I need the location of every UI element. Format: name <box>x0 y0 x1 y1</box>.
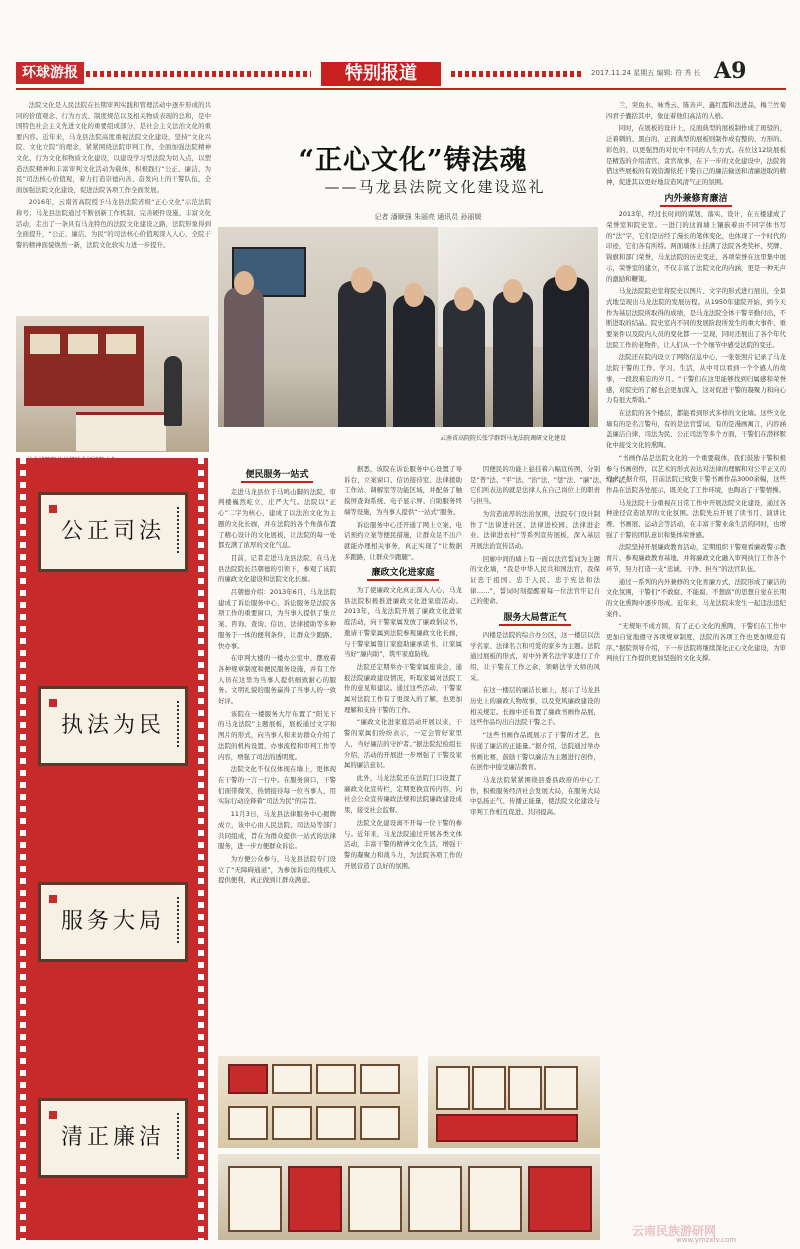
photo-frame <box>272 1106 312 1140</box>
right-section-heading <box>606 194 786 205</box>
main-photo-caption: 云南省高院院长张学群到马龙法院调研文化建设 <box>440 435 567 442</box>
right-paragraph: 法院坚持开展廉政教育活动，定期组织干警观看廉政警示教育片、参观廉政教育基地，并将廉政文化融入审判执行工作各个环节，努力打造一支“忠诚、干净、担当”的法官队伍。 <box>606 543 786 573</box>
calligraphy-scroll <box>38 686 188 766</box>
header-decoration-left <box>86 71 311 77</box>
right-column <box>606 100 786 666</box>
intro-paragraph: 法院文化是人民法院在长期审判实践和管理活动中逐步形成的共同的价值观念、行为方式、制度规范以及相关物质表现的总和，是中国特色社会主义先进文化的重要组成部分，是社会主义法治文化的重要内容。近年来，马龙县法院高度重视法院文化建设，坚持“文化兴院、文化立院”的理念，紧紧围绕法院审判工作，全面加强法院精神文化、行为文化和物质文化建设，以建设学习型法院为切入点，以塑造法院精神和丰富审判文化活动为载体，积极践行“公正、廉洁、为民”司法核心价值观，着力打造崇德向善、奋发向上的干警队伍，全面加强法院文化建设，促进法院各项工作全面发展。 <box>16 101 211 194</box>
body-column-a <box>218 464 336 888</box>
photo-frame <box>316 1106 356 1140</box>
photo-figure <box>338 281 386 427</box>
calligraphy-scroll <box>38 492 188 572</box>
gallery-photo <box>428 1056 600 1148</box>
header-decoration-right <box>451 71 581 77</box>
photo-panel <box>106 334 136 354</box>
body-paragraph: 为营造浓厚的法治氛围，法院专门设计制作了“法律进社区、法律进校园、法律进企业、法律进农村”等系列宣传展板，深入基层开展法治宣传活动。 <box>470 509 600 550</box>
right-section-title: 内外兼修育廉洁 <box>660 194 731 207</box>
photo-frame <box>272 1064 312 1094</box>
body-paragraph: 目前，记者走进马龙县法院，在马龙县法院院长吕朝德的引领下，参观了该院的廉政文化建设和法院文化长廊。 <box>218 553 336 584</box>
right-paragraph: 在法院的各个楼层，都能看到形式多样的文化墙。这些文化墙有的是名言警句，有的是法官誓词，有的是漫画寓言，内容涵盖廉洁自律、司法为民、公正司法等多个方面，干警们在潜移默化中接受文化的熏陶。 <box>606 408 786 450</box>
body-paragraph: “廉政文化进家庭活动开展以来，干警的家属们纷纷表示，一定会管好家里人，当好廉洁的守护者。”据法院纪检组长介绍，活动的开展进一步增强了干警及家属的廉洁意识。 <box>344 718 462 770</box>
photo-figure-head <box>351 267 373 293</box>
right-paragraph: 通过一系列的内外兼修的文化育廉方式，法院形成了廉洁的文化氛围，干警们“不敢腐、不能腐、不想腐”的思想自觉在长期的文化熏陶中逐步形成。近年来，马龙法院未发生一起违法违纪案件。 <box>606 577 786 618</box>
strip-border-left <box>20 458 26 1240</box>
article-byline: 记者 潘顺强 朱丽亮 通讯员 孙丽媛 <box>374 213 482 221</box>
right-paragraph: 同时，在展板的设计上，反面典型的展板制作成了斑驳的、泛着刺的、黑白的，正面典型的展板则制作成有整的、方形的、彩色的，以更强烈的对比中不同的人生方式。在位这12块展板是精选的介绍清官、贪官故事，在下一步的文化建设中，法院将借这些展板的有效资源依托干警自己的廉洁输送和清廉进取的精神，促进其以更好地营造风清气正的氛围。 <box>606 124 786 186</box>
calligraphy-text: 服务大局 <box>60 909 165 934</box>
calligraphy-scroll <box>38 882 188 962</box>
right-paragraph: “书画作品是法院文化的一个重要载体，我们鼓励干警积极参与书画创作，以艺术的形式表达对法律的理解和对公平正义的追求。”据介绍，目前法院已收集干警书画作品3000余幅，这些作品在法院各处展示，既美化了工作环境，也陶冶了干警情操。 <box>606 453 786 494</box>
right-paragraph: 马龙法院十分重视在日常工作中开展法院文化建设，通过各种途径营造浓厚的文化氛围。法院先后开展了读书月、演讲比赛、书画展、运动会等活动，在丰富干警业余生活的同时，也增强了干警的团队意识和集体荣誉感。 <box>606 498 786 539</box>
page-number: A9 <box>714 58 747 84</box>
calligraphy-text: 公正司法 <box>60 519 165 544</box>
photo-figure <box>443 299 485 427</box>
photo-figure-head <box>404 283 424 307</box>
photo-frame <box>360 1064 400 1094</box>
right-paragraph: “无规矩不成方圆，有了正心文化的熏陶，干警们在工作中更加自觉地遵守各项规章制度，法院的各项工作也更加规范有序。”据院领导介绍，下一步法院将继续深化正心文化建设，为审判执行工作提供更加坚强的文化支撑。 <box>606 622 786 663</box>
section-title: 廉政文化进家庭 <box>367 568 438 581</box>
photo-figure-head <box>234 271 254 295</box>
photo-frame <box>468 1166 522 1232</box>
photo-person <box>164 356 182 426</box>
body-paragraph: 法院还定期举办干警家属座谈会，通报法院廉政建设情况，听取家属对法院工作的意见和建议。通过这些活动，干警家属对法院工作有了更深入的了解，也更加理解和支持干警的工作。 <box>344 662 462 714</box>
body-paragraph: “这些书画作品既展示了干警的才艺，也传递了廉洁的正能量。”据介绍，法院通过举办书画比赛，鼓励干警以廉洁为主题进行创作，在创作中接受廉洁教育。 <box>470 731 600 772</box>
photo-frame <box>472 1066 506 1110</box>
photo-frame <box>228 1064 268 1094</box>
photo-frame <box>508 1066 542 1110</box>
photo-display-case <box>76 412 166 451</box>
seal-stamp <box>49 895 57 903</box>
section-heading <box>218 470 336 481</box>
calligraphy-scroll <box>38 1098 188 1178</box>
signature-mark <box>177 897 179 945</box>
header-rule <box>16 88 786 90</box>
calligraphy-strip <box>16 458 208 1240</box>
photo-frame <box>528 1166 592 1232</box>
site-watermark-url: www.ymzxlv.com <box>676 1236 737 1244</box>
photo-frame <box>228 1166 282 1232</box>
photo-frame <box>544 1066 578 1110</box>
article-subtitle: ——马龙县法院文化建设巡礼 <box>324 178 546 196</box>
section-heading <box>344 568 462 579</box>
body-paragraph: 吕朝德介绍：2013年6月，马龙法院建成了诉讼服务中心，诉讼服务是法院各项工作的重要窗口，为当事人提供了集立案、咨询、查询、信访、法律援助等多种服务于一体的便利条件，让群众少跑路、快办事。 <box>218 588 336 650</box>
photo-frame <box>288 1166 342 1232</box>
body-paragraph: 因便民的功能上悬挂着六幅宣传图，分别是“普”法、“平”法、“治”法、“惩”法、“廉”法、“育”法，它们所表达的就是法律人在自己岗位上的职责与担当。 <box>470 465 632 506</box>
photo-frame <box>436 1114 578 1142</box>
body-paragraph: 四楼是法院的综合办公区，这一楼层以法学名家、法律名言和可爱的家乡为主题。法院通过展板的形式，对中外著名法学家进行了介绍，让干警在工作之余，领略法学大师的风采。 <box>470 630 600 682</box>
body-paragraph: 诉讼服务中心还开通了网上立案、电话预约立案等便民措施，让群众足不出户就能办理相关事务，真正实现了“让数据多跑路，让群众少跑腿”。 <box>344 520 462 561</box>
article-title: “正心文化”铸法魂 <box>298 145 528 176</box>
site-watermark: 云南民族游研网 <box>632 1224 717 1238</box>
right-paragraph: 法院还在院内设立了网络信息中心，一张张照片记录了马龙法院干警的工作、学习、生活，从中可以看到一个个感人的故事，一段段难忘的岁月。“干警们在这里能够找到归属感和荣誉感，对院史的了解也会更加深入，这对促进干警的凝聚力和向心力有很大帮助。” <box>606 353 786 405</box>
section-center-label: 特别报道 <box>321 62 441 86</box>
photo-figure <box>393 295 435 427</box>
body-paragraph: 此外，马龙法院还在法院门口设置了廉政文化宣传栏，定期更换宣传内容，向社会公众宣传廉政法规和法院廉政建设成果，接受社会监督。 <box>344 773 462 815</box>
photo-panel <box>30 334 60 354</box>
calligraphy-text: 执法为民 <box>60 713 165 738</box>
body-paragraph: 马龙法院紧紧围绕县委县政府的中心工作，积极服务经济社会发展大局，在服务大局中弘扬正气、传播正能量，使法院文化建设与审判工作相互促进、共同提高。 <box>470 775 600 817</box>
right-paragraph: 2013年，经过长时间的谋划，落实、设计，在五楼建成了荣誉室和院史室。一进门的这面墙上镶嵌着由不同字体书写的“法”字，它们是历经了漫长的笔体变化，也体现了一个时代的印迹，它们各有所特。两面墙体上挂满了法院各类奖杯、奖牌、锦旗和部门荣誉，马龙法院的历史变迁、各项荣誉在这里集中展示，荣誉室的建立，不仅丰富了法院文化的内涵，更是一种无声的激励和鞭策。 <box>606 210 786 283</box>
photo-frame <box>360 1106 400 1140</box>
body-column-c <box>470 464 632 820</box>
section-heading <box>470 613 600 624</box>
right-paragraph: 兰、突鱼水、咏秀云、陈善声、鑫红霞和法进品，梅兰竹菊四君子囊括其中，象征着他们高洁的人格。 <box>606 101 786 120</box>
body-paragraph: 11月3日，马龙县法律服务中心揭牌成立，该中心由人民法院、司法局等部门共同组成，旨在为群众提供一站式的法律服务，进一步方便群众诉讼。 <box>218 810 336 851</box>
photo-figure <box>543 277 589 427</box>
body-paragraph: 据悉，该院在诉讼服务中心设置了导诉台、立案窗口、信访接待室、法律援助工作站、调解室等功能区域，并配备了触摸屏查询系统、电子显示屏、自助服务终端等设施，为当事人提供“一站式”服务。 <box>344 465 462 516</box>
body-paragraph: 在这一楼层的廉洁长廊上，展示了马龙县历史上的廉政人物故事，以及党风廉政建设的相关规定。长廊中还布置了廉政书画作品展，这些作品均出自法院干警之手。 <box>470 686 600 727</box>
intro-column <box>16 100 211 252</box>
main-photo <box>218 227 598 427</box>
gallery-photo <box>218 1154 600 1240</box>
intro-photo <box>16 316 209 452</box>
photo-figure <box>493 291 533 427</box>
photo-frame <box>436 1066 470 1110</box>
photo-figure-head <box>454 287 474 311</box>
photo-figure-head <box>503 279 523 303</box>
seal-stamp <box>49 699 57 707</box>
strip-border-right <box>198 458 204 1240</box>
photo-frame <box>316 1064 356 1094</box>
seal-stamp <box>49 1111 57 1119</box>
body-paragraph: 回廊中间的墙上有一面以法官誓词为主题的文化墙，“我是中华人民共和国法官，我保证忠于祖国、忠于人民、忠于宪法和法律……”，誓词时刻提醒着每一位法官牢记自己的使命。 <box>470 554 600 606</box>
signature-mark <box>177 507 179 555</box>
photo-figure-head <box>555 265 577 291</box>
date-line: 2017.11.24 星期五 编辑: 符 秀 长 <box>591 69 701 77</box>
body-paragraph: 法院文化建设离不开每一位干警的参与。近年来，马龙法院通过开展各类文体活动，丰富干警的精神文化生活，增强干警的凝聚力和战斗力，为法院各项工作的开展营造了良好的氛围。 <box>344 818 462 870</box>
body-paragraph: 为方便公众参与，马龙县法院专门设立了“无障碍通道”，为参加诉讼的残疾人提供便利，真正做到让群众满意。 <box>218 854 336 885</box>
body-paragraph: 为了使廉政文化真正深入人心，马龙县法院积极推进廉政文化进家庭活动。2013年，马龙法院开展了廉政文化进家庭活动，向干警家属发放了廉政倡议书，邀请干警家属到法院参观廉政文化长廊，与干警家属签订家庭助廉承诺书，让家属当好“廉内助”，筑牢家庭防线。 <box>344 586 462 659</box>
signature-mark <box>177 1113 179 1161</box>
section-left-label: 环球游报 <box>16 62 84 84</box>
photo-panel <box>68 334 98 354</box>
page-header <box>16 58 786 90</box>
body-paragraph: 该院在一楼服务大厅布置了“阳光下的马龙法院”主题展板，展板通过文字和图片的形式，向当事人和来访群众介绍了法院的机构设置、办事流程和审判工作等内容，增强了司法的透明度。 <box>218 709 336 761</box>
section-title: 服务大局营正气 <box>499 613 570 626</box>
body-paragraph: 法院文化不仅仅体现在墙上，更体现在干警的一言一行中。在服务窗口，干警们面带微笑，热情接待每一位当事人，用实际行动诠释着“司法为民”的宗旨。 <box>218 765 336 806</box>
signature-mark <box>177 701 179 749</box>
section-title: 便民服务一站式 <box>241 470 312 483</box>
gallery-photo <box>218 1056 418 1148</box>
photo-figure <box>224 287 264 427</box>
photo-frame <box>348 1166 402 1232</box>
photo-frame <box>408 1166 462 1232</box>
calligraphy-text: 清正廉洁 <box>60 1125 165 1150</box>
photo-frame <box>228 1106 268 1140</box>
right-paragraph: 马龙法院院史室将院史以图片、文字的形式进行展出，全景式地呈现出马龙法院的发展历程。从1950年建院开始，到今天作为基层法院所取得的成绩，是马龙法院全体干警辛勤付出、不断进取的结晶。院史室内不同的发展阶段所发生的重大事件、重要案件以及院内人员的变化都一一呈现，同时还展出了各个年代法院工作的老物件，让人们从一个个细节中感受法院的变迁。 <box>606 287 786 349</box>
body-paragraph: 在审判大楼的一楼办公室中，摆放着各种规章制度和便民服务设施，并有工作人员在这里为当事人提供细致耐心的服务。文明礼貌的服务赢得了当事人的一致好评。 <box>218 654 336 706</box>
intro-paragraph: 2016年，云南省高院授予马龙县法院省级“正心文化”示范法院称号；马龙县法院通过不断创新工作机制、完善硬件设施、丰富文化活动，走出了一条具有马龙特色的法院文化建设之路，法院形象得到全面提升，“公正、廉洁、为民”的司法核心价值观深入人心，全院干警的精神面貌焕然一新，法院文化软实力进一步提升。 <box>16 198 211 249</box>
body-column-b <box>344 464 462 873</box>
seal-stamp <box>49 505 57 513</box>
body-paragraph: 走进马龙县位于马鸣山脚的法院，审判楼巍然屹立，庄严大气。法院以“正心”二字为核心，建成了以法治文化为主题的文化长廊，并在法院的各个角落布置了精心设计的文化展板，让法院的每一处都充满了浓厚的文化气息。 <box>218 487 336 550</box>
